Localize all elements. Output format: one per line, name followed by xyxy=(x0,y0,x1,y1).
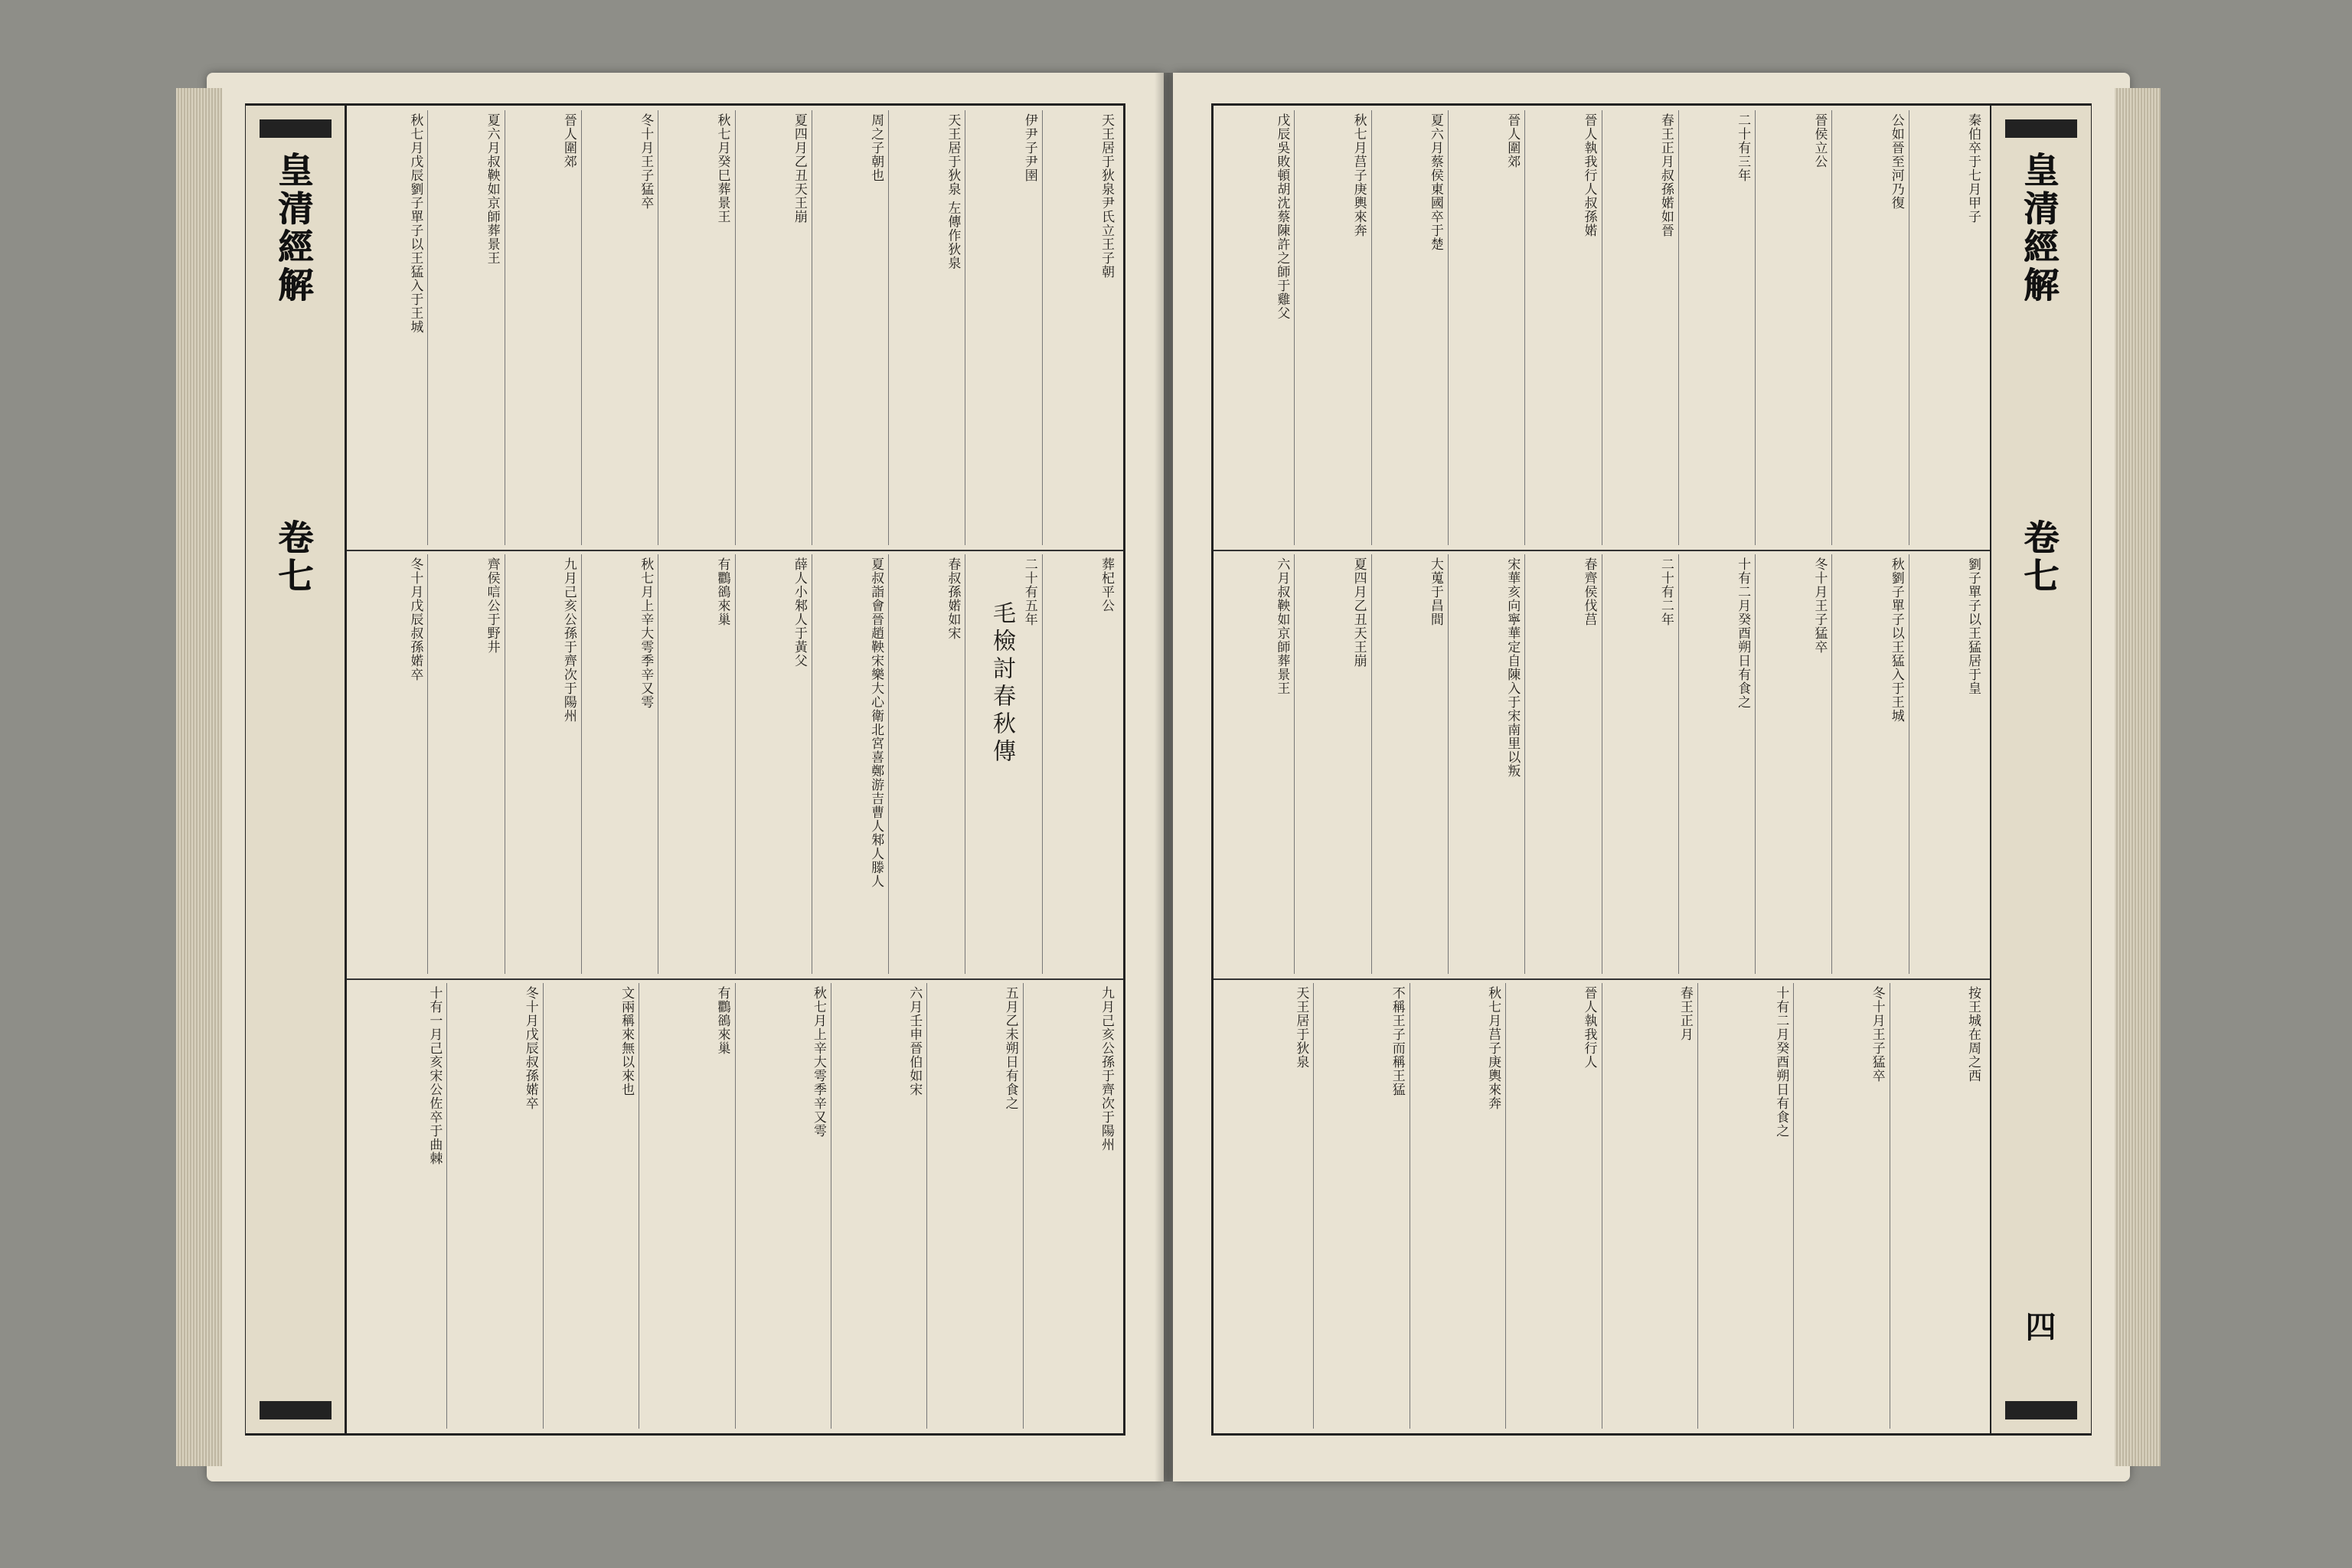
text-column: 秋七月莒子庚輿來奔 xyxy=(1294,110,1370,545)
text-column: 夏四月乙丑天王崩 xyxy=(735,110,812,545)
text-column: 天王居于狄泉 左傳作狄泉 xyxy=(888,110,965,545)
right-band-bottom xyxy=(1214,978,1990,1433)
text-column: 天王居于狄泉 xyxy=(1293,986,1309,1069)
left-text-frame xyxy=(345,103,1125,1436)
left-page xyxy=(207,73,1164,1481)
text-column: 晉人執我行人 xyxy=(1505,983,1601,1429)
text-column: 十有二月癸酉朔日有食之 xyxy=(1678,554,1755,974)
right-volume: 卷七 xyxy=(2018,519,2060,596)
left-center-title: 皇清經解 xyxy=(273,152,314,305)
text-column: 秋七月癸巳葬景王 xyxy=(658,110,734,545)
text-column: 十有一月己亥宋公佐卒于曲棘 xyxy=(426,986,443,1165)
text-column: 秋七月上辛大雩季辛又雩 xyxy=(581,554,658,974)
running-head: 毛檢討春秋傳 xyxy=(988,601,1015,766)
text-column: 九月己亥公孫于齊次于陽州 xyxy=(505,554,581,974)
right-band-middle xyxy=(1214,550,1990,980)
text-column: 秋七月莒子庚輿來奔 xyxy=(1410,983,1505,1429)
text-column: 宋華亥向寧華定自陳入于宋南里以叛 xyxy=(1448,554,1524,974)
text-column: 戊辰吳敗頓胡沈蔡陳許之師于雞父 xyxy=(1274,113,1290,320)
left-center-strip xyxy=(245,103,346,1436)
text-column: 有鸜鵒來巢 xyxy=(639,983,734,1429)
text-column: 伊尹子尹圉 xyxy=(965,110,1041,545)
text-column: 薛人小邾人于黃父 xyxy=(735,554,812,974)
text-column: 九月己亥公孫于齊次于陽州 xyxy=(1023,983,1119,1429)
text-column: 晉人執我行人叔孫婼 xyxy=(1524,110,1601,545)
text-column: 不稱王子而稱王猛 xyxy=(1313,983,1409,1429)
left-volume: 卷七 xyxy=(273,519,314,596)
left-band-bottom xyxy=(347,978,1123,1433)
text-column: 六月壬申晉伯如宋 xyxy=(831,983,926,1429)
fish-tail-mark xyxy=(2005,1401,2077,1419)
text-column: 冬十月戊辰叔孫婼卒 xyxy=(446,983,542,1429)
text-column: 夏六月叔鞅如京師葬景王 xyxy=(427,110,504,545)
text-column: 秋劉子單子以王猛入于王城 xyxy=(1831,554,1908,974)
text-column: 春王正月 xyxy=(1602,983,1697,1429)
right-center-strip xyxy=(1991,103,2092,1436)
right-folio: 四 xyxy=(2020,1311,2056,1341)
text-column: 夏四月乙丑天王崩 xyxy=(1294,554,1370,974)
text-column: 冬十月戊辰叔孫婼卒 xyxy=(407,557,423,681)
text-column: 劉子單子以王猛居于皇 xyxy=(1909,554,1985,974)
text-column: 冬十月王子猛卒 xyxy=(1755,554,1831,974)
text-column: 夏六月蔡侯東國卒于楚 xyxy=(1371,110,1448,545)
text-column: 冬十月王子猛卒 xyxy=(581,110,658,545)
text-column: 春齊侯伐莒 xyxy=(1524,554,1601,974)
text-column: 春叔孫婼如宋 xyxy=(888,554,965,974)
left-fore-edge xyxy=(176,88,222,1466)
fish-tail-mark xyxy=(260,1401,332,1419)
text-column: 六月叔鞅如京師葬景王 xyxy=(1274,557,1290,695)
text-column: 五月乙未朔日有食之 xyxy=(926,983,1022,1429)
text-column: 齊侯唁公于野井 xyxy=(427,554,504,974)
text-column: 二十有五年 xyxy=(965,554,1041,974)
text-column: 秦伯卒于七月甲子 xyxy=(1909,110,1985,545)
right-page xyxy=(1173,73,2130,1481)
text-column: 二十有二年 xyxy=(1602,554,1678,974)
text-column: 晉侯立公 xyxy=(1755,110,1831,545)
text-column: 秋七月戊辰劉子單子以王猛入于王城 xyxy=(407,113,423,334)
left-band-top xyxy=(347,106,1123,551)
text-column: 十有二月癸酉朔日有食之 xyxy=(1697,983,1793,1429)
text-column: 葬杞平公 xyxy=(1042,554,1119,974)
text-column: 晉人圍郊 xyxy=(1448,110,1524,545)
right-band-top xyxy=(1214,106,1990,551)
text-column: 夏叔詣會晉趙鞅宋樂大心衛北宮喜鄭游吉曹人邾人滕人 xyxy=(812,554,888,974)
text-column: 秋七月上辛大雩季辛又雩 xyxy=(735,983,831,1429)
text-column: 大蒐于昌間 xyxy=(1371,554,1448,974)
text-column: 有鸜鵒來巢 xyxy=(658,554,734,974)
text-column: 晉人圍郊 xyxy=(505,110,581,545)
text-column: 冬十月王子猛卒 xyxy=(1793,983,1889,1429)
text-column: 文兩稱來無以來也 xyxy=(543,983,639,1429)
fish-tail-mark xyxy=(260,119,332,138)
text-column: 春王正月叔孫婼如晉 xyxy=(1602,110,1678,545)
open-book xyxy=(207,73,2136,1497)
right-center-title: 皇清經解 xyxy=(2018,152,2060,305)
right-text-frame xyxy=(1211,103,1992,1436)
text-column: 二十有三年 xyxy=(1678,110,1755,545)
right-fore-edge xyxy=(2115,88,2161,1466)
text-column: 公如晉至河乃復 xyxy=(1831,110,1908,545)
text-column: 天王居于狄泉尹氏立王子朝 xyxy=(1042,110,1119,545)
text-column: 周之子朝也 xyxy=(812,110,888,545)
text-column: 按王城在周之西 xyxy=(1890,983,1985,1429)
fish-tail-mark xyxy=(2005,119,2077,138)
